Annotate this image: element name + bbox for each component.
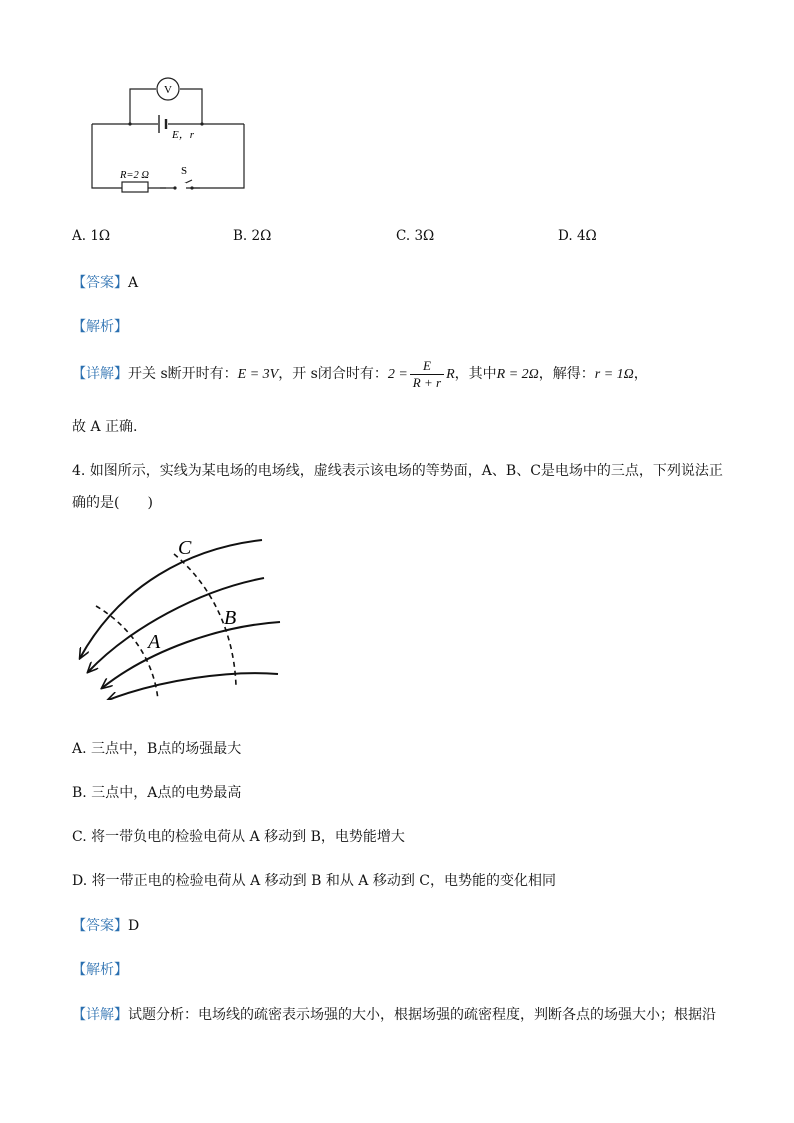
battery-label: E，r — [172, 129, 194, 141]
field-line-4 — [108, 673, 278, 700]
q3-option-c: C. 3Ω — [396, 228, 435, 244]
field-line-diagram — [70, 530, 290, 700]
q3-detail: 【详解】开关 s断开时有：E = 3V，开 s闭合时有：2 = $\frac{E}{R + r}$ R，其中R = 2Ω，解得：r = 1Ω， — [72, 357, 648, 390]
label-c: C — [178, 537, 192, 559]
label-b: B — [224, 607, 237, 629]
field-line-1 — [80, 540, 262, 658]
q4-option-a: A. 三点中，B点的场强最大 — [72, 741, 242, 757]
fraction: $\frac{E}{R + r}$ — [410, 358, 444, 391]
label-a: A — [148, 631, 161, 653]
q4-option-c: C. 将一带负电的检验电荷从 A 移动到 B，电势能增大 — [72, 829, 405, 845]
resistor-label: R=2 Ω — [120, 170, 149, 181]
q4-option-b: B. 三点中，A点的电势最高 — [72, 785, 242, 801]
q3-option-b: B. 2Ω — [233, 228, 272, 244]
voltmeter-label: V — [164, 84, 172, 96]
q3-option-a: A. 1Ω — [72, 228, 111, 244]
q3-analysis-heading: 【解析】 — [72, 319, 128, 335]
switch-label: S — [181, 165, 188, 177]
field-line-2 — [88, 578, 264, 672]
q4-stem-line2: 确的是( ) — [72, 495, 153, 511]
q4-analysis-heading: 【解析】 — [72, 962, 128, 978]
q4-option-d: D. 将一带正电的检验电荷从 A 移动到 B 和从 A 移动到 C，电势能的变化相同 — [72, 873, 557, 889]
q3-answer: 【答案】A — [72, 275, 139, 291]
q4-answer: 【答案】D — [72, 918, 140, 934]
q4-stem-line1: 4. 如图所示，实线为某电场的电场线，虚线表示该电场的等势面，A、B、C是电场中的三点，下列说法正 — [72, 463, 723, 479]
q3-conclusion: 故 A 正确. — [72, 419, 138, 435]
q3-option-d: D. 4Ω — [558, 228, 597, 244]
circuit-diagram — [80, 74, 260, 196]
q4-detail: 【详解】试题分析：电场线的疏密表示场强的大小，根据场强的疏密程度，判断各点的场强大小；根据沿 — [72, 1007, 716, 1023]
